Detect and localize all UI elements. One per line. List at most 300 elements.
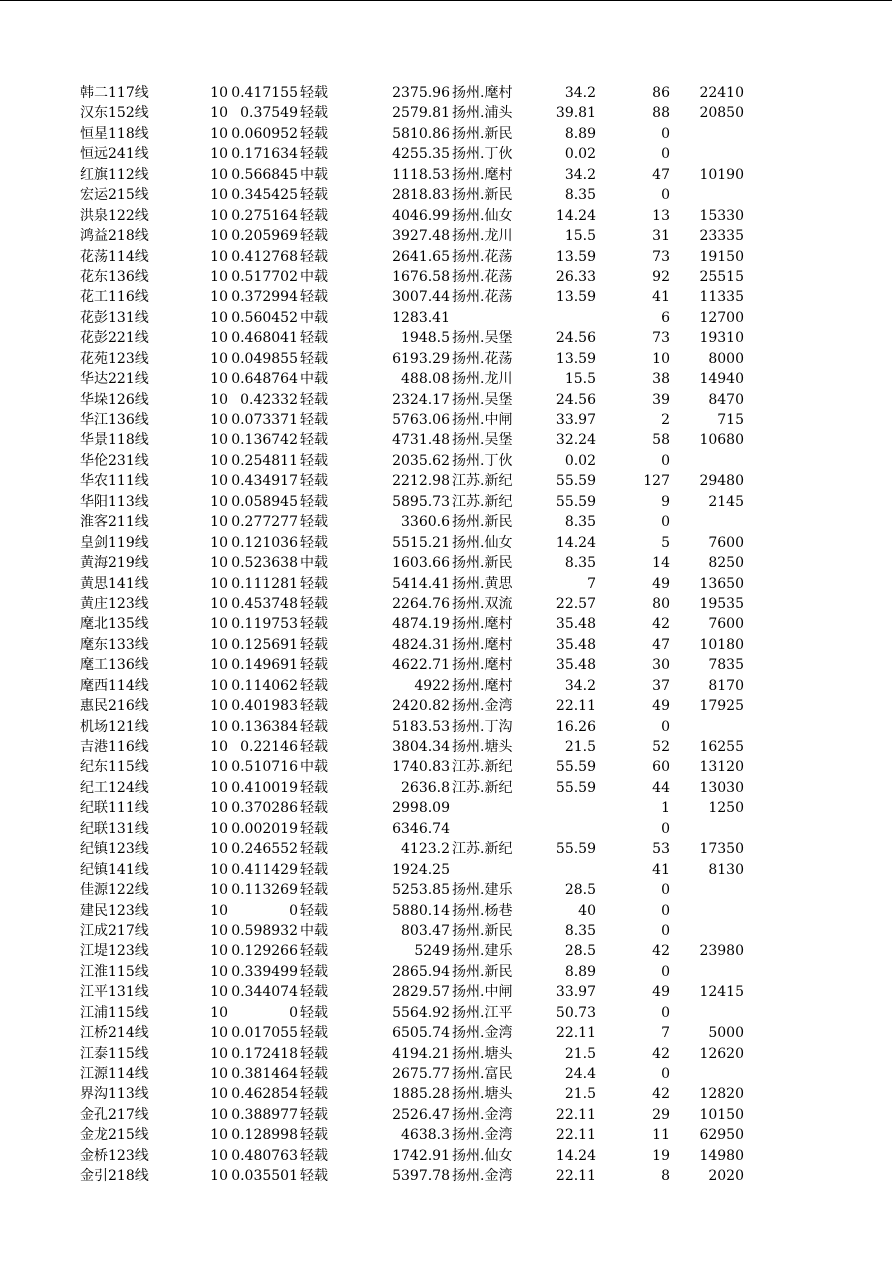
cell-capacity: 13650 bbox=[699, 575, 744, 592]
cell-length: 2829.57 bbox=[392, 984, 450, 1001]
cell-load-rate: 0 bbox=[289, 902, 298, 919]
cell-distance: 35.48 bbox=[555, 636, 596, 653]
table-row bbox=[80, 410, 760, 430]
cell-capacity: 1250 bbox=[708, 800, 744, 817]
cell-capacity: 13030 bbox=[699, 779, 744, 796]
cell-load-level: 中载 bbox=[300, 555, 328, 572]
cell-length: 5253.85 bbox=[392, 882, 450, 899]
table-row bbox=[80, 328, 760, 348]
cell-load-rate: 0.339499 bbox=[231, 963, 298, 980]
cell-substation: 江苏.新纪 bbox=[452, 493, 513, 510]
cell-distance: 22.11 bbox=[555, 1127, 596, 1144]
cell-substation: 扬州.金湾 bbox=[452, 1106, 513, 1123]
cell-length: 4255.35 bbox=[392, 146, 450, 163]
cell-load-rate: 0.113269 bbox=[231, 882, 298, 899]
cell-line-name: 鸿益218线 bbox=[80, 228, 149, 245]
cell-count: 0 bbox=[661, 125, 670, 142]
cell-count: 9 bbox=[661, 493, 670, 510]
cell-voltage: 10 bbox=[210, 473, 228, 490]
cell-distance: 55.59 bbox=[555, 841, 596, 858]
cell-capacity: 7600 bbox=[708, 534, 744, 551]
table-row bbox=[80, 165, 760, 185]
cell-load-rate: 0.510716 bbox=[231, 759, 298, 776]
cell-capacity: 17925 bbox=[699, 698, 744, 715]
cell-voltage: 10 bbox=[210, 800, 228, 817]
cell-distance: 34.2 bbox=[564, 85, 596, 101]
cell-count: 0 bbox=[661, 922, 670, 939]
cell-length: 5810.86 bbox=[392, 125, 450, 142]
cell-line-name: 麾东133线 bbox=[80, 636, 149, 653]
table-row bbox=[80, 757, 760, 777]
cell-voltage: 10 bbox=[210, 820, 228, 837]
cell-distance: 24.56 bbox=[555, 391, 596, 408]
cell-length: 1948.5 bbox=[401, 330, 450, 347]
cell-substation: 扬州.新民 bbox=[452, 922, 513, 939]
cell-capacity: 8170 bbox=[708, 677, 744, 694]
cell-load-rate: 0.42332 bbox=[240, 391, 298, 408]
cell-voltage: 10 bbox=[210, 657, 228, 674]
cell-line-name: 江泰115线 bbox=[80, 1045, 149, 1062]
cell-count: 42 bbox=[652, 1045, 670, 1062]
table-row bbox=[80, 676, 760, 696]
cell-load-rate: 0.136384 bbox=[231, 718, 298, 735]
cell-capacity: 19535 bbox=[699, 595, 744, 612]
cell-voltage: 10 bbox=[210, 759, 228, 776]
cell-load-rate: 0.060952 bbox=[231, 125, 298, 142]
cell-count: 80 bbox=[652, 595, 670, 612]
cell-voltage: 10 bbox=[210, 1004, 228, 1021]
cell-load-rate: 0.128998 bbox=[231, 1127, 298, 1144]
cell-line-name: 华阳113线 bbox=[80, 493, 149, 510]
cell-voltage: 10 bbox=[210, 85, 228, 101]
cell-line-name: 红旗112线 bbox=[80, 166, 149, 183]
table-row bbox=[80, 492, 760, 512]
cell-length: 3007.44 bbox=[392, 289, 450, 306]
cell-distance: 26.33 bbox=[555, 268, 596, 285]
cell-voltage: 10 bbox=[210, 882, 228, 899]
table-row bbox=[80, 1064, 760, 1084]
table-row bbox=[80, 185, 760, 205]
cell-distance: 33.97 bbox=[555, 412, 596, 428]
cell-load-rate: 0.401983 bbox=[231, 698, 298, 715]
cell-capacity: 10680 bbox=[699, 432, 744, 449]
cell-distance: 8.89 bbox=[564, 125, 596, 142]
cell-substation: 扬州.中闸 bbox=[452, 412, 513, 428]
cell-length: 4731.48 bbox=[392, 432, 450, 449]
cell-length: 2324.17 bbox=[392, 391, 450, 408]
cell-voltage: 10 bbox=[210, 248, 228, 265]
cell-capacity: 10190 bbox=[699, 166, 744, 183]
cell-length: 6193.29 bbox=[392, 350, 450, 367]
cell-distance: 13.59 bbox=[555, 350, 596, 367]
cell-capacity: 20850 bbox=[699, 105, 744, 122]
cell-voltage: 10 bbox=[210, 452, 228, 469]
cell-distance: 0.02 bbox=[564, 452, 596, 469]
table-row bbox=[80, 1105, 760, 1125]
cell-line-name: 黄庄123线 bbox=[80, 595, 149, 612]
cell-count: 0 bbox=[661, 146, 670, 163]
cell-length: 488.08 bbox=[401, 371, 450, 388]
cell-load-level: 轻载 bbox=[300, 452, 328, 469]
cell-capacity: 10180 bbox=[699, 636, 744, 653]
cell-substation: 扬州.塘头 bbox=[452, 739, 513, 755]
cell-voltage: 10 bbox=[210, 228, 228, 245]
table-row bbox=[80, 901, 760, 921]
cell-load-level: 轻载 bbox=[300, 350, 328, 367]
cell-substation: 扬州.双流 bbox=[452, 595, 513, 612]
cell-length: 2579.81 bbox=[392, 105, 450, 122]
cell-substation: 扬州.新民 bbox=[452, 514, 513, 531]
cell-count: 0 bbox=[661, 187, 670, 204]
cell-voltage: 10 bbox=[210, 575, 228, 592]
cell-voltage: 10 bbox=[210, 105, 228, 122]
cell-count: 0 bbox=[661, 902, 670, 919]
cell-load-level: 轻载 bbox=[300, 1025, 328, 1042]
cell-substation: 扬州.金湾 bbox=[452, 1025, 513, 1042]
cell-voltage: 10 bbox=[210, 1045, 228, 1062]
cell-distance: 21.5 bbox=[564, 1086, 596, 1103]
cell-substation: 扬州.金湾 bbox=[452, 1127, 513, 1144]
cell-load-rate: 0.114062 bbox=[231, 677, 298, 694]
cell-line-name: 花彭221线 bbox=[80, 330, 149, 347]
cell-length: 2526.47 bbox=[392, 1106, 450, 1123]
cell-load-level: 轻载 bbox=[300, 493, 328, 510]
cell-distance: 24.56 bbox=[555, 330, 596, 347]
table-row bbox=[80, 717, 760, 737]
cell-substation: 扬州.丁伙 bbox=[452, 452, 513, 469]
table-row bbox=[80, 921, 760, 941]
table-row bbox=[80, 206, 760, 226]
cell-load-rate: 0.388977 bbox=[231, 1106, 298, 1123]
cell-voltage: 10 bbox=[210, 412, 228, 428]
cell-load-rate: 0.381464 bbox=[231, 1066, 298, 1082]
cell-line-name: 华垛126线 bbox=[80, 391, 149, 408]
cell-count: 13 bbox=[652, 207, 670, 224]
cell-count: 7 bbox=[661, 1025, 670, 1042]
table-row bbox=[80, 982, 760, 1002]
cell-voltage: 10 bbox=[210, 187, 228, 204]
cell-distance: 13.59 bbox=[555, 289, 596, 306]
cell-load-rate: 0.119753 bbox=[231, 616, 298, 633]
cell-count: 60 bbox=[652, 759, 670, 776]
cell-load-level: 轻载 bbox=[300, 1168, 328, 1185]
cell-load-level: 轻载 bbox=[300, 841, 328, 858]
cell-capacity: 16255 bbox=[699, 739, 744, 755]
cell-count: 39 bbox=[652, 391, 670, 408]
cell-voltage: 10 bbox=[210, 1106, 228, 1123]
cell-line-name: 淮客211线 bbox=[80, 514, 149, 531]
cell-distance: 8.35 bbox=[564, 187, 596, 204]
table-row bbox=[80, 533, 760, 553]
cell-load-level: 轻载 bbox=[300, 595, 328, 612]
cell-length: 1676.58 bbox=[392, 268, 450, 285]
cell-line-name: 皇剑119线 bbox=[80, 534, 149, 551]
cell-load-rate: 0.345425 bbox=[231, 187, 298, 204]
cell-substation: 扬州.仙女 bbox=[452, 534, 513, 551]
cell-capacity: 29480 bbox=[699, 473, 744, 490]
cell-length: 2035.62 bbox=[392, 452, 450, 469]
cell-line-name: 江堤123线 bbox=[80, 943, 149, 960]
cell-voltage: 10 bbox=[210, 718, 228, 735]
cell-load-rate: 0.017055 bbox=[231, 1025, 298, 1042]
cell-substation: 扬州.花荡 bbox=[452, 248, 513, 265]
cell-substation: 扬州.丁伙 bbox=[452, 146, 513, 163]
cell-count: 6 bbox=[661, 309, 670, 326]
cell-length: 2998.09 bbox=[392, 800, 450, 817]
cell-distance: 15.5 bbox=[564, 371, 596, 388]
cell-substation: 扬州.丁沟 bbox=[452, 718, 513, 735]
cell-load-level: 轻载 bbox=[300, 146, 328, 163]
cell-line-name: 韩二117线 bbox=[80, 85, 149, 101]
cell-count: 44 bbox=[652, 779, 670, 796]
cell-substation: 扬州.金湾 bbox=[452, 1168, 513, 1185]
cell-substation: 扬州.龙川 bbox=[452, 371, 513, 388]
cell-substation: 扬州.中闸 bbox=[452, 984, 513, 1001]
cell-count: 41 bbox=[652, 861, 670, 878]
table-row bbox=[80, 512, 760, 532]
cell-load-rate: 0.172418 bbox=[231, 1045, 298, 1062]
cell-substation: 扬州.杨巷 bbox=[452, 902, 513, 919]
table-row bbox=[80, 308, 760, 328]
cell-load-rate: 0.523638 bbox=[231, 555, 298, 572]
cell-substation: 扬州.麾村 bbox=[452, 636, 513, 653]
cell-substation: 扬州.龙川 bbox=[452, 228, 513, 245]
cell-line-name: 纪联111线 bbox=[80, 800, 149, 817]
cell-capacity: 15330 bbox=[699, 207, 744, 224]
cell-substation: 扬州.麾村 bbox=[452, 657, 513, 674]
cell-distance: 8.35 bbox=[564, 555, 596, 572]
cell-substation: 扬州.江平 bbox=[452, 1004, 513, 1021]
cell-voltage: 10 bbox=[210, 1147, 228, 1164]
cell-distance: 8.35 bbox=[564, 514, 596, 531]
cell-length: 2375.96 bbox=[392, 85, 450, 101]
cell-distance: 35.48 bbox=[555, 657, 596, 674]
cell-line-name: 华江136线 bbox=[80, 412, 149, 428]
cell-line-name: 花苑123线 bbox=[80, 350, 149, 367]
cell-capacity: 17350 bbox=[699, 841, 744, 858]
table-row bbox=[80, 83, 760, 103]
cell-distance: 13.59 bbox=[555, 248, 596, 265]
cell-length: 2675.77 bbox=[392, 1066, 450, 1082]
cell-line-name: 吉港116线 bbox=[80, 739, 149, 755]
cell-load-rate: 0 bbox=[289, 1004, 298, 1021]
cell-distance: 28.5 bbox=[564, 882, 596, 899]
cell-length: 4123.2 bbox=[401, 841, 450, 858]
cell-load-level: 轻载 bbox=[300, 657, 328, 674]
cell-load-level: 轻载 bbox=[300, 718, 328, 735]
cell-load-level: 轻载 bbox=[300, 473, 328, 490]
table-row bbox=[80, 655, 760, 675]
cell-distance: 21.5 bbox=[564, 739, 596, 755]
cell-capacity: 14940 bbox=[699, 371, 744, 388]
cell-distance: 34.2 bbox=[564, 677, 596, 694]
cell-length: 803.47 bbox=[401, 922, 450, 939]
cell-count: 37 bbox=[652, 677, 670, 694]
cell-count: 127 bbox=[643, 473, 670, 490]
cell-count: 58 bbox=[652, 432, 670, 449]
cell-voltage: 10 bbox=[210, 677, 228, 694]
cell-load-level: 轻载 bbox=[300, 514, 328, 531]
cell-substation: 扬州.吴堡 bbox=[452, 330, 513, 347]
table-row bbox=[80, 1125, 760, 1145]
cell-distance: 55.59 bbox=[555, 493, 596, 510]
cell-load-rate: 0.125691 bbox=[231, 636, 298, 653]
cell-load-level: 中载 bbox=[300, 166, 328, 183]
cell-load-level: 轻载 bbox=[300, 1147, 328, 1164]
cell-distance: 7 bbox=[587, 575, 596, 592]
table-row bbox=[80, 267, 760, 287]
cell-length: 1885.28 bbox=[392, 1086, 450, 1103]
cell-count: 14 bbox=[652, 555, 670, 572]
cell-capacity: 14980 bbox=[699, 1147, 744, 1164]
data-table bbox=[80, 83, 760, 1187]
cell-capacity: 22410 bbox=[699, 85, 744, 101]
cell-load-rate: 0.058945 bbox=[231, 493, 298, 510]
cell-load-level: 轻载 bbox=[300, 779, 328, 796]
cell-line-name: 黄海219线 bbox=[80, 555, 149, 572]
table-row bbox=[80, 860, 760, 880]
cell-length: 2212.98 bbox=[392, 473, 450, 490]
cell-length: 4622.71 bbox=[392, 657, 450, 674]
table-row bbox=[80, 594, 760, 614]
cell-voltage: 10 bbox=[210, 309, 228, 326]
table-row bbox=[80, 553, 760, 573]
cell-line-name: 江平131线 bbox=[80, 984, 149, 1001]
cell-line-name: 江成217线 bbox=[80, 922, 149, 939]
cell-line-name: 黄思141线 bbox=[80, 575, 149, 592]
cell-line-name: 金龙215线 bbox=[80, 1127, 149, 1144]
cell-voltage: 10 bbox=[210, 371, 228, 388]
cell-count: 41 bbox=[652, 289, 670, 306]
cell-count: 42 bbox=[652, 1086, 670, 1103]
cell-voltage: 10 bbox=[210, 166, 228, 183]
cell-substation: 江苏.新纪 bbox=[452, 841, 513, 858]
cell-voltage: 10 bbox=[210, 330, 228, 347]
cell-length: 3360.6 bbox=[401, 514, 450, 531]
cell-line-name: 纪东115线 bbox=[80, 759, 149, 776]
cell-substation: 扬州.新民 bbox=[452, 187, 513, 204]
cell-capacity: 2020 bbox=[708, 1168, 744, 1185]
cell-capacity: 8250 bbox=[708, 555, 744, 572]
cell-load-level: 中载 bbox=[300, 922, 328, 939]
cell-voltage: 10 bbox=[210, 555, 228, 572]
cell-load-rate: 0.411429 bbox=[231, 861, 298, 878]
cell-count: 19 bbox=[652, 1147, 670, 1164]
cell-count: 49 bbox=[652, 575, 670, 592]
table-row bbox=[80, 124, 760, 144]
cell-load-rate: 0.035501 bbox=[231, 1168, 298, 1185]
cell-line-name: 机场121线 bbox=[80, 718, 149, 735]
cell-count: 52 bbox=[652, 739, 670, 755]
cell-count: 30 bbox=[652, 657, 670, 674]
cell-voltage: 10 bbox=[210, 350, 228, 367]
cell-capacity: 10150 bbox=[699, 1106, 744, 1123]
cell-substation: 扬州.富民 bbox=[452, 1066, 513, 1082]
cell-length: 5249 bbox=[414, 943, 450, 960]
cell-distance: 22.11 bbox=[555, 1106, 596, 1123]
cell-voltage: 10 bbox=[210, 841, 228, 858]
cell-line-name: 麾工136线 bbox=[80, 657, 149, 674]
table-row bbox=[80, 614, 760, 634]
cell-capacity: 12620 bbox=[699, 1045, 744, 1062]
cell-capacity: 8130 bbox=[708, 861, 744, 878]
cell-load-level: 轻载 bbox=[300, 207, 328, 224]
cell-distance: 34.2 bbox=[564, 166, 596, 183]
table-row bbox=[80, 696, 760, 716]
table-row bbox=[80, 941, 760, 961]
cell-load-level: 轻载 bbox=[300, 1086, 328, 1103]
cell-substation: 扬州.吴堡 bbox=[452, 432, 513, 449]
cell-load-level: 轻载 bbox=[300, 800, 328, 817]
cell-substation: 扬州.麾村 bbox=[452, 85, 513, 101]
cell-load-rate: 0.480763 bbox=[231, 1147, 298, 1164]
cell-capacity: 62950 bbox=[699, 1127, 744, 1144]
table-row bbox=[80, 247, 760, 267]
cell-count: 5 bbox=[661, 534, 670, 551]
cell-line-name: 金桥123线 bbox=[80, 1147, 149, 1164]
cell-distance: 14.24 bbox=[555, 534, 596, 551]
cell-count: 0 bbox=[661, 718, 670, 735]
cell-substation: 扬州.新民 bbox=[452, 963, 513, 980]
cell-distance: 22.11 bbox=[555, 1025, 596, 1042]
cell-distance: 8.35 bbox=[564, 922, 596, 939]
cell-length: 4638.3 bbox=[401, 1127, 450, 1144]
cell-count: 47 bbox=[652, 636, 670, 653]
cell-load-rate: 0.205969 bbox=[231, 228, 298, 245]
cell-load-level: 轻载 bbox=[300, 882, 328, 899]
cell-count: 47 bbox=[652, 166, 670, 183]
cell-length: 4046.99 bbox=[392, 207, 450, 224]
cell-line-name: 花工116线 bbox=[80, 289, 149, 306]
cell-voltage: 10 bbox=[210, 125, 228, 142]
cell-substation: 扬州.建乐 bbox=[452, 943, 513, 960]
table-row bbox=[80, 880, 760, 900]
cell-capacity: 11335 bbox=[699, 289, 744, 306]
cell-load-rate: 0.049855 bbox=[231, 350, 298, 367]
cell-capacity: 13120 bbox=[699, 759, 744, 776]
cell-length: 6505.74 bbox=[392, 1025, 450, 1042]
cell-line-name: 华达221线 bbox=[80, 371, 149, 388]
table-row bbox=[80, 1023, 760, 1043]
cell-distance: 0.02 bbox=[564, 146, 596, 163]
cell-line-name: 宏运215线 bbox=[80, 187, 149, 204]
top-border bbox=[0, 0, 892, 1]
cell-line-name: 金引218线 bbox=[80, 1168, 149, 1185]
table-row bbox=[80, 839, 760, 859]
cell-distance: 14.24 bbox=[555, 207, 596, 224]
cell-substation: 扬州.麾村 bbox=[452, 166, 513, 183]
cell-load-rate: 0.412768 bbox=[231, 248, 298, 265]
cell-line-name: 江淮115线 bbox=[80, 963, 149, 980]
cell-capacity: 5000 bbox=[708, 1025, 744, 1042]
cell-distance: 50.73 bbox=[555, 1004, 596, 1021]
cell-load-level: 轻载 bbox=[300, 1127, 328, 1144]
cell-load-level: 轻载 bbox=[300, 739, 328, 755]
table-row bbox=[80, 1044, 760, 1064]
cell-length: 4922 bbox=[414, 677, 450, 694]
cell-substation: 扬州.麾村 bbox=[452, 677, 513, 694]
cell-length: 5763.06 bbox=[392, 412, 450, 428]
table-row bbox=[80, 369, 760, 389]
cell-voltage: 10 bbox=[210, 432, 228, 449]
cell-load-rate: 0.277277 bbox=[231, 514, 298, 531]
cell-distance: 14.24 bbox=[555, 1147, 596, 1164]
cell-load-rate: 0.37549 bbox=[240, 105, 298, 122]
cell-distance: 39.81 bbox=[555, 105, 596, 122]
cell-voltage: 10 bbox=[210, 1066, 228, 1082]
table-row bbox=[80, 390, 760, 410]
cell-voltage: 10 bbox=[210, 636, 228, 653]
